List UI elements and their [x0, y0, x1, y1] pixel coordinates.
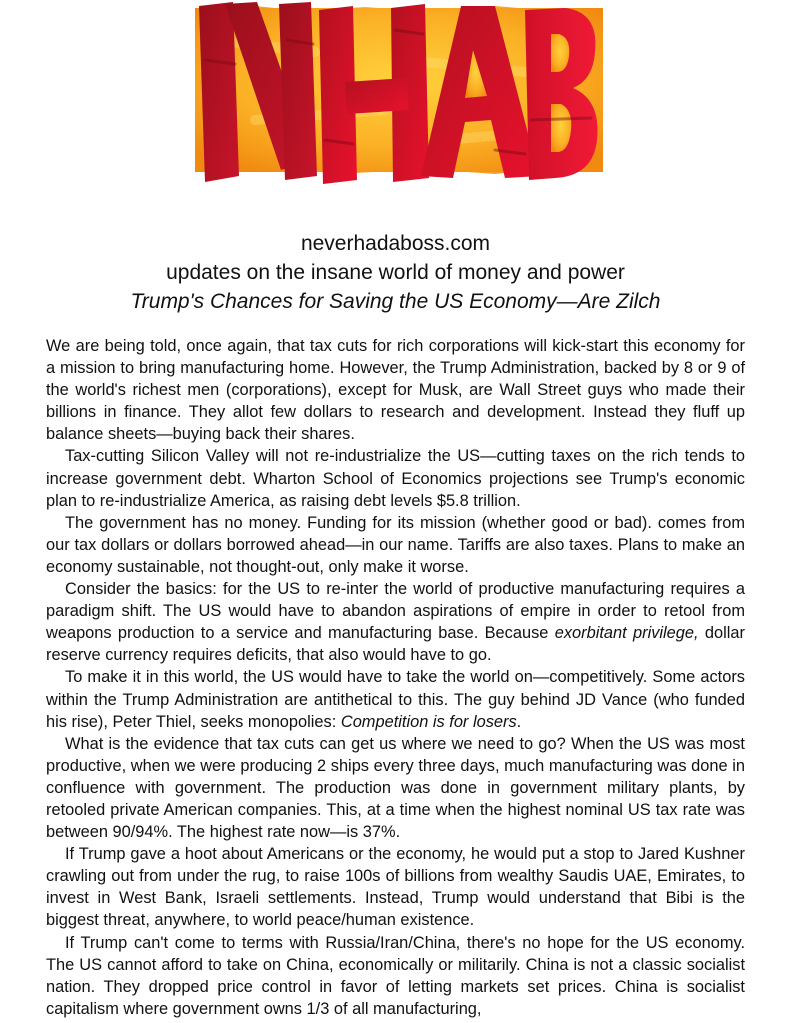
- nhab-logo: [195, 0, 603, 186]
- paragraph-text: Tax-cutting Silicon Valley will not re-industrialize the US—cutting taxes on the rich tends to increase government debt. Wharton School of Economics projections see Trump's economic plan to re-industrialize America, as raising debt levels $5.8 trillion.: [46, 447, 745, 510]
- article-paragraph: [46, 335, 745, 445]
- emphasized-text: exorbitant privilege,: [554, 624, 699, 643]
- site-name: neverhadaboss.com: [300, 232, 491, 255]
- article-paragraph: [46, 932, 745, 1020]
- article-paragraph: [46, 666, 745, 732]
- masthead: [0, 229, 791, 316]
- article-title: Trump's Chances for Saving the US Economy—Are Zilch: [130, 290, 661, 313]
- emphasized-text: Competition is for losers: [340, 712, 517, 731]
- article-body: [46, 335, 745, 1020]
- article-paragraph: [46, 843, 745, 931]
- paragraph-text: To make it in this world, the US would have to take the world on—competitively. Some actors within the Trump Administration are antithetical to this. The guy behind JD Vance (who funded his rise), Peter Thiel, seeks monopolies:: [46, 668, 745, 731]
- paragraph-text: If Trump can't come to terms with Russia/Iran/China, there's no hope for the US economy. The US cannot afford to take on China, economically or militarily. China is not a classic socialist nation. They dropped price control in favor of letting markets set prices. China is socialist capitalism where government owns 1/3 of all manufacturing,: [46, 933, 745, 1018]
- article-paragraph: [46, 445, 745, 511]
- paragraph-text: The government has no money. Funding for its mission (whether good or bad). comes from our tax dollars or dollars borrowed ahead—in our name. Tariffs are also taxes. Plans to make an economy sustainable, not thought-out, only make it worse.: [46, 513, 745, 576]
- paragraph-text: dollar reserve currency requires deficits, that also would have to go.: [46, 624, 745, 665]
- paragraph-text: If Trump gave a hoot about Americans or the economy, he would put a stop to Jared Kushner crawling out from under the rug, to raise 100s of billions from wealthy Saudis UAE, Emirates, to invest in West Bank, Israeli settlements. Instead, Trump would understand that Bibi is the biggest threat, anywhere, to world peace/human existence.: [46, 845, 745, 930]
- article-paragraph: [46, 512, 745, 578]
- article-paragraph: [46, 578, 745, 666]
- paragraph-text: What is the evidence that tax cuts can get us where we need to go? When the US was most productive, when we were producing 2 ships every three days, much manufacturing was done in confluence with government. The production was done in government military plants, by retooled private American companies. This, at a time when the highest nominal US tax rate was between 90/94%. The highest rate now—is 37%.: [46, 734, 745, 842]
- nhab-logo-graphic: [195, 0, 603, 186]
- paragraph-text: Consider the basics: for the US to re-inter the world of productive manufacturing requires a paradigm shift. The US would have to abandon aspirations of empire in order to retool from weapons production to a service and manufacturing base. Because: [46, 580, 745, 643]
- paragraph-text: .: [516, 712, 522, 731]
- site-tagline: updates on the insane world of money and power: [166, 261, 625, 284]
- paragraph-text: We are being told, once again, that tax cuts for rich corporations will kick-start this economy for a mission to bring manufacturing home. However, the Trump Administration, backed by 8 or 9 of the world's richest men (corporations), except for Musk, are Wall Street guys who made their billions in finance. They allot few dollars to research and development. Instead they fluff up balance sheets—buying back their shares.: [46, 337, 745, 444]
- article-paragraph: [46, 733, 745, 843]
